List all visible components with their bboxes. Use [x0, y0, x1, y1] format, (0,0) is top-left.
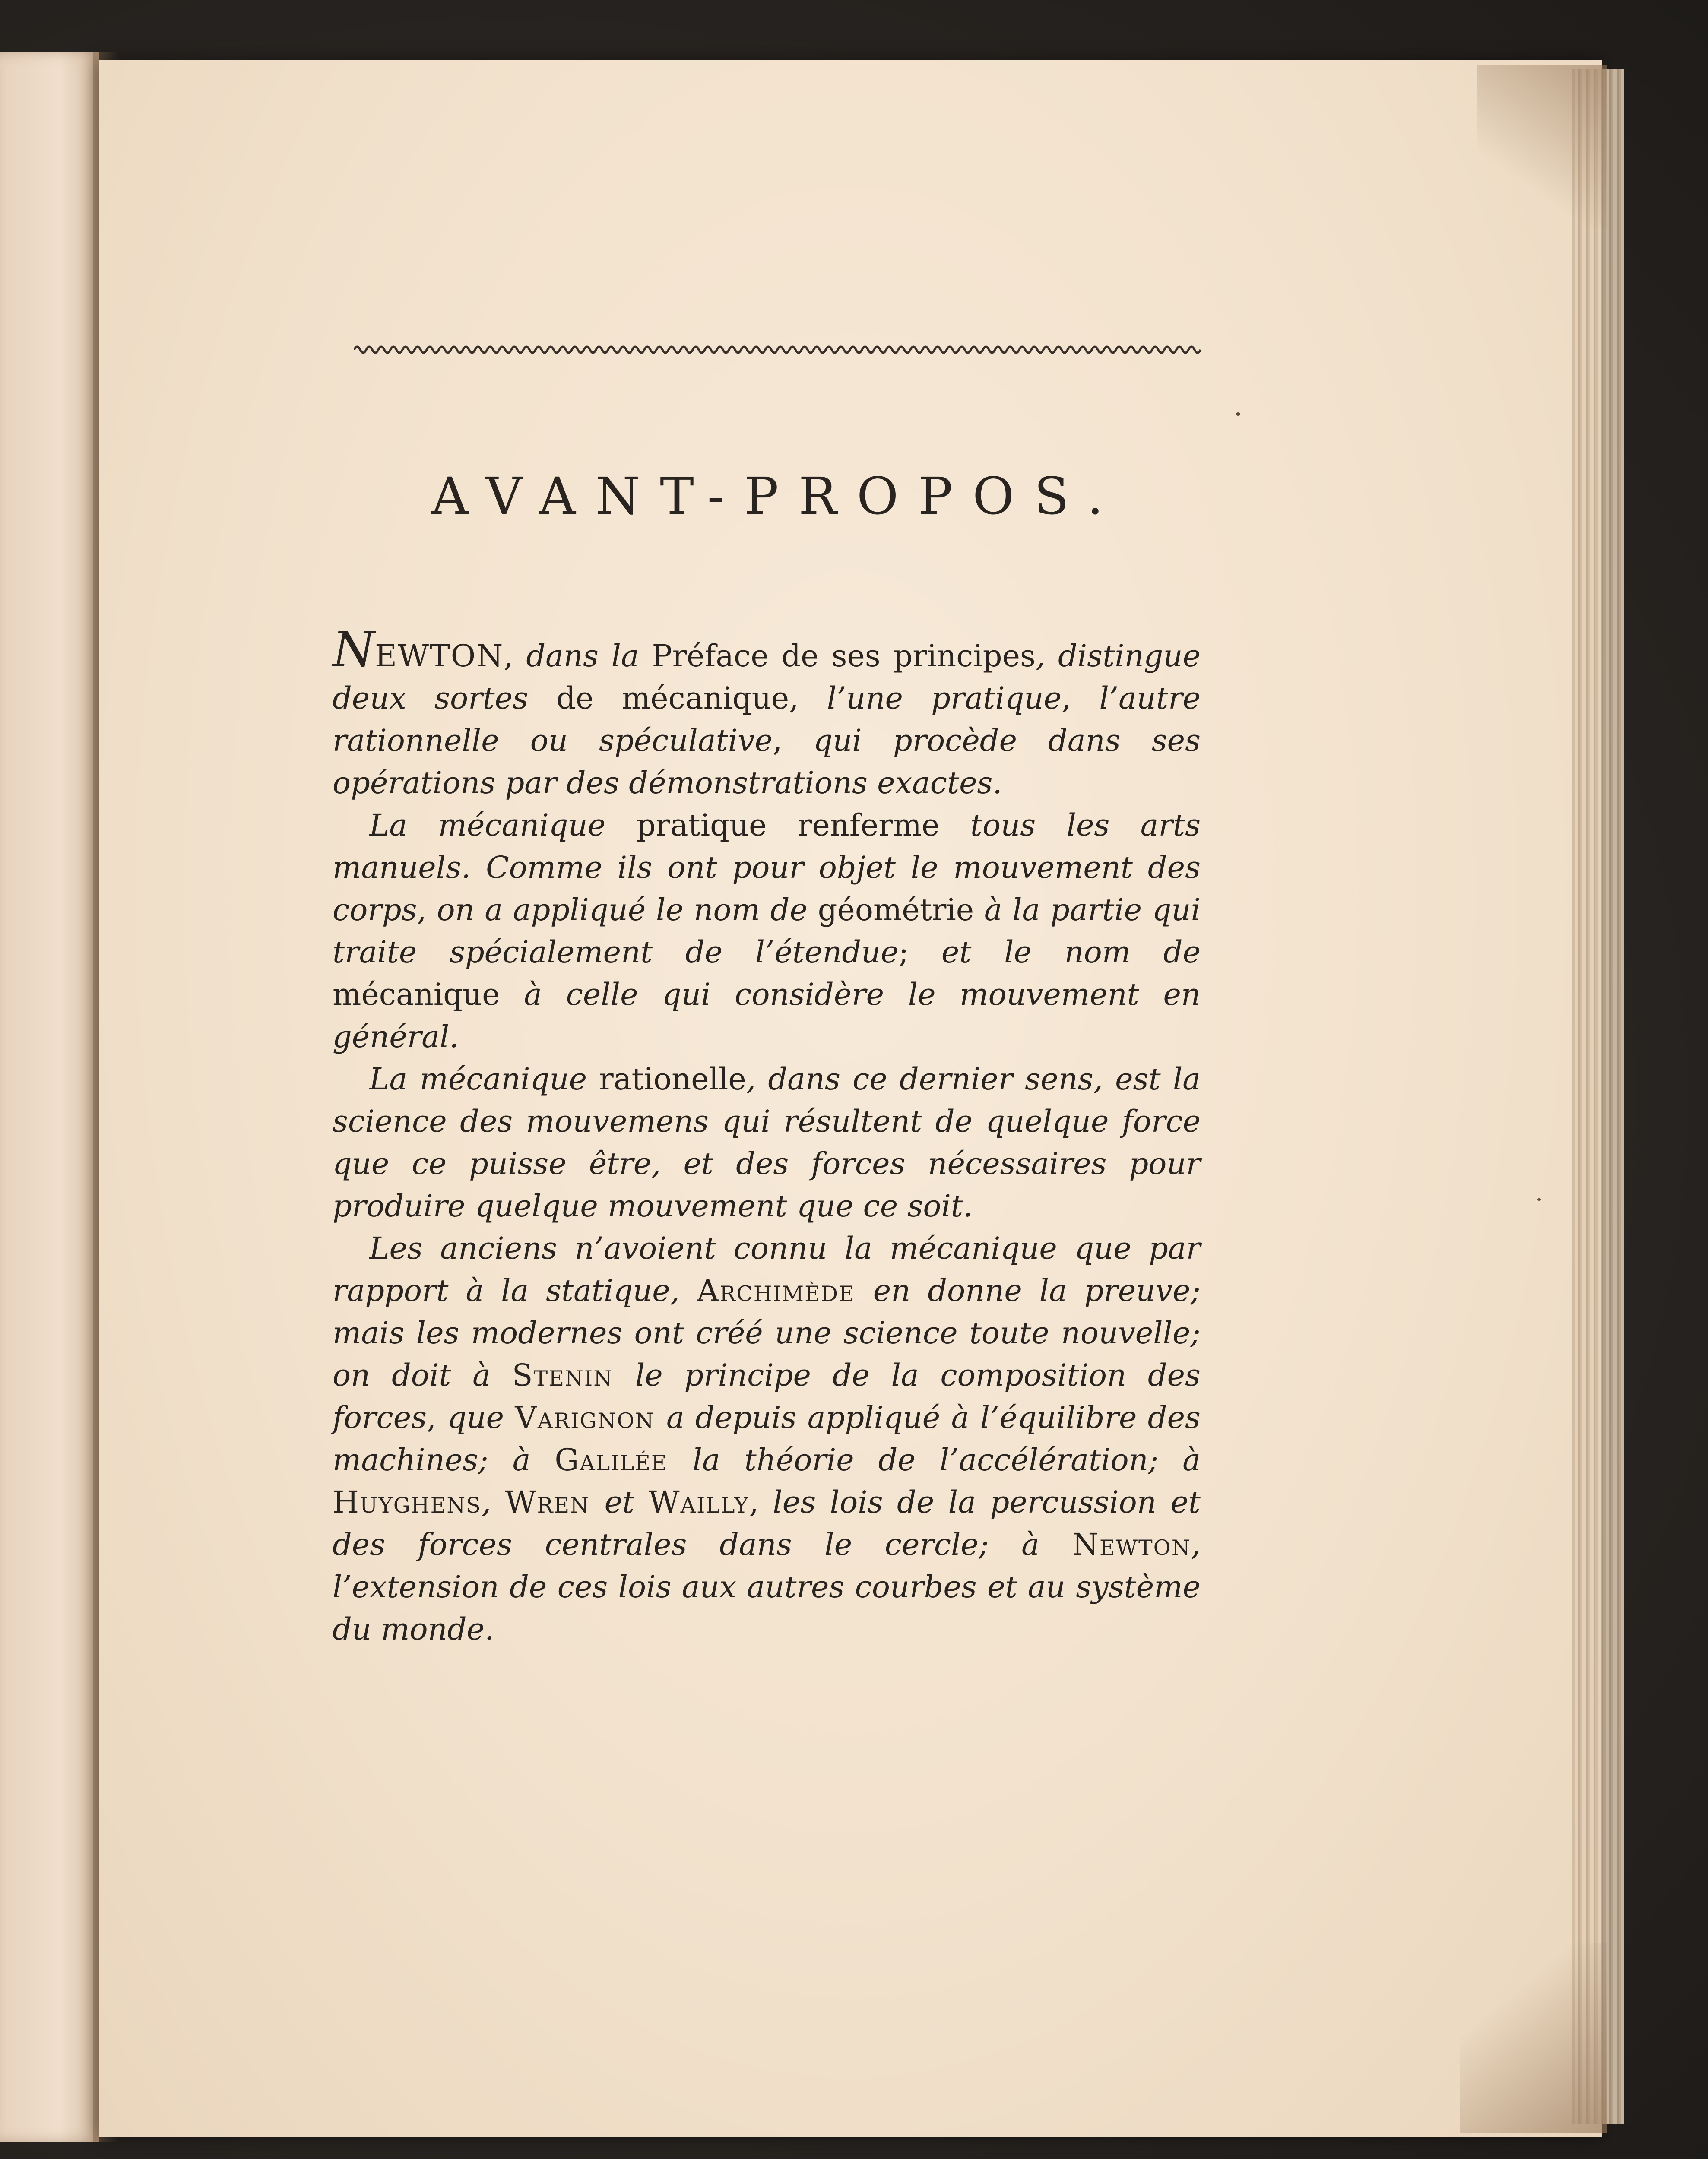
- text-run: le principe de la composition des forces: [333, 1358, 1201, 1435]
- text-run: qui procède dans ses opérations par des démonstrations exactes.: [333, 723, 1201, 801]
- text-run: , dans ce dernier sens, est la science des mouvemens qui résultent de quelque force que ce puisse être, et des forces nécessaires pour produire quelque mouvement que ce soit.: [333, 1061, 1201, 1224]
- text-run: , distingue deux sortes: [333, 638, 1201, 716]
- drop-cap: N: [333, 622, 375, 678]
- text-run: on a appliqué le nom de: [437, 892, 818, 928]
- text-run: Wren: [505, 1485, 605, 1520]
- text-run: mécanique: [333, 977, 524, 1012]
- page-fore-edge: [1572, 69, 1624, 2124]
- text-run: à la partie qui traite spécialement de l’étendue: [333, 892, 1201, 970]
- text-run: et: [604, 1485, 649, 1520]
- text-run: géométrie: [818, 892, 984, 928]
- paper-speck: [1236, 412, 1240, 416]
- text-run: a depuis appliqué à l’équilibre des machines; à: [333, 1400, 1201, 1478]
- paragraph-4: [333, 1227, 1201, 1650]
- text-run: rationelle: [599, 1061, 746, 1097]
- text-run: La mécanique: [369, 1061, 599, 1097]
- text-run: l’autre rationnelle ou spéculative: [333, 681, 1201, 758]
- worn-corner-bottom: [1460, 1943, 1607, 2133]
- preface-body: [333, 622, 1201, 1650]
- text-run: ,: [504, 638, 526, 674]
- paragraph-1: [333, 622, 1201, 804]
- wavy-rule-icon: [354, 341, 1201, 358]
- text-run: de mécanique,: [556, 681, 827, 716]
- text-run: pratique renferme: [636, 807, 970, 843]
- text-run: que: [447, 1400, 515, 1435]
- text-run: en donne la preuve; mais les modernes ont créé une science toute nouvelle; on doit à: [333, 1273, 1201, 1393]
- text-run: la théorie de l’accélération; à: [692, 1442, 1201, 1478]
- text-run: ;: [898, 934, 941, 970]
- text-run: ,: [1062, 681, 1100, 716]
- text-run: Les anciens n’avoient connu la mécanique que par rapport à la statique,: [333, 1231, 1201, 1308]
- text-run: ,: [749, 1485, 773, 1520]
- paper-speck: [1537, 1198, 1541, 1201]
- text-run: Galilée: [555, 1442, 693, 1478]
- text-run: La mécanique: [369, 807, 637, 843]
- text-run: , l’extension de ces lois aux autres courbes et au système du monde.: [333, 1527, 1201, 1647]
- text-run: et le nom de: [941, 934, 1201, 970]
- paragraph-3: [333, 1058, 1201, 1227]
- text-run: Wailly: [648, 1485, 749, 1520]
- text-run: ,: [773, 723, 814, 758]
- paragraph-2: [333, 804, 1201, 1058]
- text-run: l’une pratique: [827, 681, 1062, 716]
- text-run: à celle qui considère le mouvement en général.: [333, 977, 1201, 1054]
- text-run: ,: [481, 1485, 505, 1520]
- worn-corner-top: [1477, 65, 1607, 229]
- text-run: Huyghens: [333, 1485, 482, 1520]
- page-title: AVANT-PROPOS.: [431, 466, 1123, 526]
- text-run: Préface de ses principes: [652, 638, 1036, 674]
- text-run: Newton: [1072, 1527, 1191, 1562]
- text-run: Archimède: [697, 1273, 873, 1308]
- text-run: dans la: [526, 638, 652, 674]
- previous-page-edge: [0, 52, 99, 2142]
- text-run: les lois de la percussion et des forces centrales dans le cercle; à: [333, 1485, 1201, 1562]
- text-run: ,: [427, 1400, 447, 1435]
- text-run: Stenin: [512, 1358, 635, 1393]
- text-run: ,: [417, 892, 437, 928]
- text-run: tous les arts manuels. Comme ils ont pour objet le mouvement des corps: [333, 807, 1201, 928]
- text-run: EWTON: [375, 638, 504, 674]
- text-run: Varignon: [515, 1400, 666, 1435]
